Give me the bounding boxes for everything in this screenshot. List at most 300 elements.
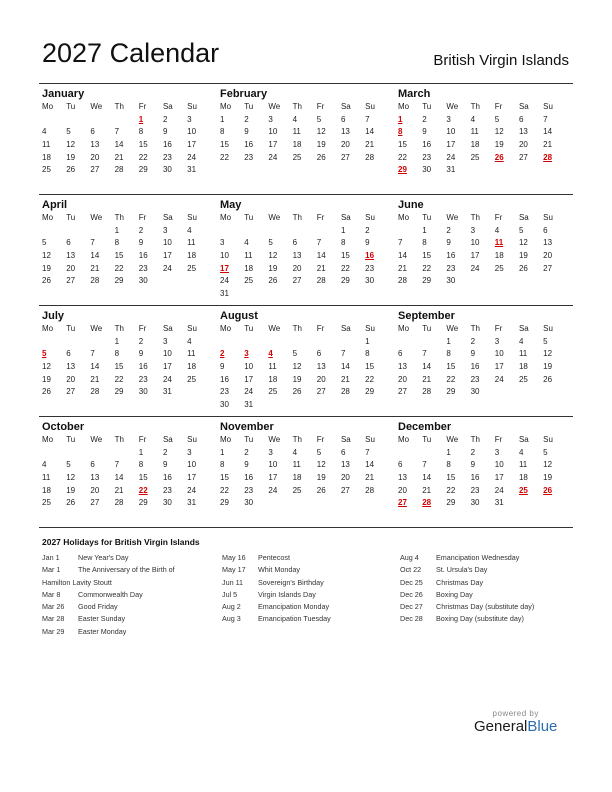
day-cell: 12 <box>42 362 51 372</box>
day-cell <box>163 275 187 288</box>
month-row <box>39 194 573 305</box>
weekday-label: Sa <box>340 102 351 111</box>
day-cell: 9 <box>470 460 476 470</box>
day-cell: 16 <box>446 251 456 261</box>
weekday-label: Th <box>114 213 124 222</box>
day-cell: 21 <box>422 374 432 384</box>
day-cell: 4 <box>518 336 524 346</box>
day-cell: 12 <box>316 127 326 137</box>
day-cell <box>317 288 341 301</box>
holiday-date: Jul 5 <box>222 589 238 599</box>
day-cell <box>90 225 114 238</box>
week-row <box>398 361 573 374</box>
day-cell: 15 <box>446 362 456 372</box>
holiday-name: Easter Monday <box>78 626 127 636</box>
day-cell: 13 <box>398 362 407 372</box>
day-cell: 14 <box>365 127 375 137</box>
day-cell: 29 <box>114 276 124 286</box>
day-cell: 19 <box>316 473 326 483</box>
day-cell: 2 <box>470 336 476 346</box>
day-cell: 18 <box>470 140 480 150</box>
day-cell: 7 <box>365 114 370 124</box>
day-cell <box>365 399 389 412</box>
day-cell: 26 <box>518 263 528 273</box>
weekday-label: Th <box>292 435 302 444</box>
day-cell: 27 <box>292 276 302 286</box>
week-row <box>398 126 573 139</box>
day-cell: 12 <box>518 238 528 248</box>
day-cell: 26 <box>66 165 76 175</box>
day-cell: 28 <box>365 152 375 162</box>
holiday-name: Easter Sunday <box>78 614 126 624</box>
weekday-header <box>220 101 395 114</box>
weekday-header <box>42 212 217 225</box>
day-cell <box>317 336 341 349</box>
day-cell: 18 <box>518 473 528 483</box>
weekday-label: We <box>268 324 281 333</box>
weekday-label: Th <box>470 435 480 444</box>
day-cell: 7 <box>398 238 403 248</box>
weekday-label: Su <box>187 435 197 444</box>
day-cell: 13 <box>543 238 553 248</box>
holiday-date: 4 <box>268 349 273 359</box>
weekday-header <box>398 101 573 114</box>
weekday-label: Sa <box>518 435 529 444</box>
day-cell: 23 <box>244 485 254 495</box>
day-cell: 27 <box>340 152 350 162</box>
day-cell: 18 <box>268 374 278 384</box>
day-cell: 16 <box>244 140 254 150</box>
weekday-label: Su <box>187 102 197 111</box>
day-cell: 6 <box>316 349 322 359</box>
holiday-date: 26 <box>494 152 504 162</box>
weekday-label: Sa <box>518 213 529 222</box>
day-cell: 12 <box>494 127 504 137</box>
month-name: December <box>398 421 452 433</box>
day-cell: 3 <box>162 225 168 235</box>
day-cell: 14 <box>422 362 432 372</box>
day-cell: 18 <box>244 263 254 273</box>
holiday-item <box>222 613 382 625</box>
day-cell <box>398 447 422 460</box>
day-cell: 11 <box>518 460 528 470</box>
week-row <box>398 447 573 460</box>
day-cell: 23 <box>162 152 172 162</box>
day-cell: 17 <box>470 251 480 261</box>
holiday-name: Sovereign's Birthday <box>258 577 324 587</box>
weekday-label: Th <box>470 213 480 222</box>
weekday-label: Fr <box>316 324 325 333</box>
day-cell: 31 <box>494 498 504 508</box>
day-cell: 9 <box>138 238 144 248</box>
day-cell: 6 <box>398 349 403 359</box>
day-cell <box>66 114 90 127</box>
day-cell: 9 <box>422 127 427 137</box>
weekday-label: Su <box>543 324 553 333</box>
holiday-column-3 <box>400 552 570 626</box>
holiday-date: Dec 26 <box>400 589 423 599</box>
day-cell: 26 <box>543 374 553 384</box>
day-cell: 24 <box>268 152 278 162</box>
day-cell: 31 <box>220 289 229 299</box>
day-cell: 6 <box>518 114 524 124</box>
day-cell: 23 <box>220 387 229 397</box>
day-cell: 28 <box>422 387 432 397</box>
day-cell: 11 <box>268 362 277 372</box>
day-cell: 4 <box>494 225 500 235</box>
day-cell: 8 <box>446 460 451 470</box>
day-cell: 18 <box>292 473 302 483</box>
day-cell <box>365 497 389 510</box>
day-cell: 21 <box>398 263 407 273</box>
month-block <box>39 195 217 305</box>
day-cell: 20 <box>90 485 100 495</box>
week-row <box>398 472 573 485</box>
day-cell: 3 <box>268 447 273 457</box>
day-cell: 18 <box>187 362 197 372</box>
week-row <box>220 399 395 412</box>
day-cell: 3 <box>187 447 192 457</box>
day-cell: 3 <box>187 114 192 124</box>
day-cell: 22 <box>220 152 229 162</box>
day-cell: 13 <box>90 473 100 483</box>
day-cell: 15 <box>340 251 350 261</box>
day-cell: 26 <box>66 498 76 508</box>
holiday-date: 17 <box>220 263 229 273</box>
day-cell: 21 <box>90 374 100 384</box>
holiday-item <box>42 564 192 589</box>
week-row <box>42 459 217 472</box>
holiday-date: Jan 1 <box>42 553 60 562</box>
holiday-item <box>222 552 382 564</box>
day-cell: 27 <box>340 485 350 495</box>
day-cell: 1 <box>422 225 427 235</box>
weekday-label: Th <box>114 102 124 111</box>
month-block <box>217 195 395 305</box>
day-cell: 8 <box>340 238 346 248</box>
day-cell: 22 <box>365 374 375 384</box>
day-cell: 7 <box>114 460 120 470</box>
day-cell: 30 <box>470 387 480 397</box>
logo-general: General <box>474 718 528 735</box>
day-cell: 10 <box>268 460 278 470</box>
day-cell <box>42 114 66 127</box>
day-cell: 30 <box>220 400 229 410</box>
day-cell: 12 <box>292 362 302 372</box>
day-cell: 21 <box>114 152 124 162</box>
month-name: November <box>220 421 274 433</box>
day-cell: 5 <box>316 447 322 457</box>
weekday-label: Fr <box>494 324 503 333</box>
week-row <box>42 250 217 263</box>
day-cell: 2 <box>244 447 249 457</box>
day-cell: 5 <box>518 225 524 235</box>
day-cell: 28 <box>316 276 326 286</box>
holiday-name: St. Ursula's Day <box>436 565 488 575</box>
weekday-header <box>220 323 395 336</box>
day-cell: 30 <box>422 165 432 175</box>
day-cell <box>398 225 422 238</box>
day-cell <box>115 114 139 127</box>
holiday-date: Dec 28 <box>400 614 423 624</box>
day-cell: 26 <box>42 387 51 397</box>
day-cell: 6 <box>398 460 403 470</box>
day-cell: 15 <box>114 251 124 261</box>
day-cell: 2 <box>138 336 144 346</box>
week-row <box>220 447 395 460</box>
day-cell: 25 <box>42 165 51 175</box>
day-cell <box>341 497 365 510</box>
day-cell: 24 <box>220 276 229 286</box>
holiday-date: 11 <box>494 238 504 248</box>
logo-blue: Blue <box>527 718 558 735</box>
day-cell: 24 <box>470 263 480 273</box>
day-cell: 24 <box>494 374 504 384</box>
day-cell: 25 <box>244 276 254 286</box>
week-row <box>42 485 217 498</box>
day-cell: 31 <box>244 400 254 410</box>
day-cell: 7 <box>422 349 427 359</box>
day-cell: 10 <box>162 238 172 248</box>
day-cell: 31 <box>162 387 172 397</box>
day-cell: 25 <box>187 263 197 273</box>
day-cell: 21 <box>422 485 432 495</box>
day-cell: 8 <box>138 460 144 470</box>
day-cell: 3 <box>220 238 225 248</box>
month-row <box>39 416 573 528</box>
day-cell: 12 <box>42 251 51 261</box>
day-cell: 15 <box>446 473 456 483</box>
day-cell: 12 <box>316 460 326 470</box>
day-cell: 6 <box>340 114 346 124</box>
week-row <box>398 139 573 152</box>
day-cell: 28 <box>114 498 124 508</box>
day-cell <box>471 275 495 288</box>
day-cell: 22 <box>220 485 229 495</box>
day-cell: 4 <box>292 447 298 457</box>
day-cell: 19 <box>268 263 278 273</box>
weekday-label: Tu <box>422 435 432 444</box>
weekday-label: We <box>90 435 103 444</box>
day-cell: 23 <box>162 485 172 495</box>
day-cell <box>317 225 341 238</box>
day-cell: 8 <box>220 127 225 137</box>
month-block <box>395 195 573 305</box>
day-cell: 21 <box>316 263 326 273</box>
weekday-label: Th <box>114 324 124 333</box>
day-cell: 10 <box>187 460 197 470</box>
weekday-label: Su <box>365 102 375 111</box>
week-row <box>398 237 573 250</box>
day-cell: 16 <box>422 140 432 150</box>
day-cell: 28 <box>365 485 375 495</box>
day-cell <box>471 164 495 177</box>
day-cell: 9 <box>365 238 370 248</box>
powered-by-text: powered by <box>492 709 539 718</box>
day-cell <box>293 288 317 301</box>
day-cell: 16 <box>162 473 172 483</box>
day-cell: 16 <box>220 374 229 384</box>
day-cell: 7 <box>365 447 370 457</box>
day-cell: 25 <box>42 498 51 508</box>
day-cell: 1 <box>114 225 120 235</box>
day-cell: 26 <box>316 152 326 162</box>
holiday-name: The Anniversary of the Birth of Hamilton Lavity Stoutt <box>42 565 175 587</box>
weekday-label: Sa <box>162 102 173 111</box>
week-row <box>220 263 395 276</box>
weekday-label: We <box>446 213 459 222</box>
holiday-date: 22 <box>138 485 148 495</box>
weekday-label: Tu <box>244 213 254 222</box>
day-cell: 23 <box>446 263 456 273</box>
week-row <box>398 250 573 263</box>
day-cell: 9 <box>470 349 476 359</box>
week-row <box>220 497 395 510</box>
weekday-label: Mo <box>398 102 410 111</box>
day-cell: 31 <box>446 165 456 175</box>
day-cell <box>115 447 139 460</box>
day-cell: 25 <box>292 152 302 162</box>
day-cell: 7 <box>114 127 120 137</box>
week-row <box>220 336 395 349</box>
day-cell: 20 <box>340 140 350 150</box>
day-cell: 20 <box>66 263 76 273</box>
month-block <box>217 417 395 527</box>
day-cell: 2 <box>365 225 370 235</box>
day-cell: 14 <box>398 251 407 261</box>
day-cell: 30 <box>470 498 480 508</box>
day-cell <box>66 225 90 238</box>
week-row <box>220 386 395 399</box>
day-cell <box>90 447 114 460</box>
week-row <box>220 126 395 139</box>
day-cell: 23 <box>138 374 148 384</box>
page-title: 2027 Calendar <box>42 38 220 68</box>
week-row <box>42 336 217 349</box>
month-block <box>39 306 217 416</box>
day-cell: 1 <box>220 447 225 457</box>
day-cell: 1 <box>138 447 144 457</box>
day-cell <box>495 164 519 177</box>
holiday-name: Commonwealth Day <box>78 589 143 599</box>
day-cell: 18 <box>42 485 51 495</box>
day-cell: 10 <box>470 238 480 248</box>
holiday-item <box>42 552 202 564</box>
month-block <box>395 306 573 416</box>
day-cell: 22 <box>114 263 124 273</box>
day-cell: 12 <box>66 140 76 150</box>
day-cell: 22 <box>138 152 148 162</box>
weekday-label: Su <box>543 102 553 111</box>
day-cell <box>543 386 567 399</box>
day-cell: 16 <box>470 473 480 483</box>
day-cell: 27 <box>90 165 100 175</box>
holiday-date: May 16 <box>222 553 246 562</box>
day-cell: 21 <box>543 140 553 150</box>
day-cell: 6 <box>292 238 298 248</box>
day-cell: 15 <box>422 251 432 261</box>
day-cell: 5 <box>543 336 548 346</box>
day-cell: 24 <box>162 263 172 273</box>
day-cell: 30 <box>138 276 148 286</box>
holiday-item <box>42 626 202 638</box>
day-cell: 7 <box>340 349 346 359</box>
day-cell: 17 <box>244 374 254 384</box>
day-cell: 22 <box>422 263 432 273</box>
day-cell: 6 <box>90 127 95 137</box>
holiday-date: 28 <box>543 152 553 162</box>
week-row <box>398 386 573 399</box>
day-cell: 20 <box>543 251 553 261</box>
holiday-date: Mar 29 <box>42 626 65 636</box>
day-cell: 26 <box>292 387 302 397</box>
day-cell: 18 <box>292 140 302 150</box>
day-cell: 4 <box>292 114 298 124</box>
day-cell: 31 <box>187 498 197 508</box>
day-cell: 15 <box>220 473 229 483</box>
weekday-label: Tu <box>244 435 254 444</box>
day-cell <box>341 288 365 301</box>
weekday-label: Fr <box>138 213 147 222</box>
weekday-label: Mo <box>220 324 232 333</box>
day-cell: 17 <box>162 362 172 372</box>
day-cell: 4 <box>518 447 524 457</box>
day-cell: 14 <box>114 473 124 483</box>
day-cell: 18 <box>42 152 51 162</box>
weekday-label: Fr <box>138 435 147 444</box>
country-name: British Virgin Islands <box>433 52 569 69</box>
weekday-label: Sa <box>162 435 173 444</box>
weekday-label: Tu <box>422 102 432 111</box>
day-cell: 15 <box>365 362 375 372</box>
day-cell: 4 <box>244 238 249 248</box>
day-cell: 23 <box>138 263 148 273</box>
day-cell: 11 <box>187 349 196 359</box>
weekday-label: Tu <box>244 324 254 333</box>
day-cell: 14 <box>543 127 553 137</box>
holiday-name: Boxing Day <box>436 589 473 599</box>
day-cell: 30 <box>162 165 172 175</box>
day-cell: 29 <box>446 498 456 508</box>
holiday-name: Emancipation Wednesday <box>436 553 520 562</box>
day-cell: 3 <box>494 336 500 346</box>
day-cell <box>220 225 244 238</box>
weekday-label: Th <box>292 102 302 111</box>
day-cell: 3 <box>268 114 273 124</box>
weekday-label: We <box>268 213 281 222</box>
day-cell: 11 <box>187 238 196 248</box>
day-cell: 19 <box>42 374 51 384</box>
day-cell: 20 <box>398 485 407 495</box>
day-cell: 9 <box>244 460 249 470</box>
day-cell: 15 <box>138 140 148 150</box>
day-cell: 22 <box>446 374 456 384</box>
day-cell: 5 <box>543 447 548 457</box>
day-cell: 20 <box>518 140 528 150</box>
weekday-label: Tu <box>244 102 254 111</box>
weekday-header <box>398 323 573 336</box>
weekday-label: Sa <box>518 102 529 111</box>
weekday-header <box>42 101 217 114</box>
weekday-label: We <box>90 213 103 222</box>
day-cell: 23 <box>244 152 254 162</box>
month-name: August <box>220 310 258 322</box>
week-row <box>220 361 395 374</box>
holiday-date: Oct 22 <box>400 565 422 575</box>
day-cell: 9 <box>162 127 168 137</box>
day-cell: 29 <box>138 165 148 175</box>
weekday-label: We <box>446 102 459 111</box>
